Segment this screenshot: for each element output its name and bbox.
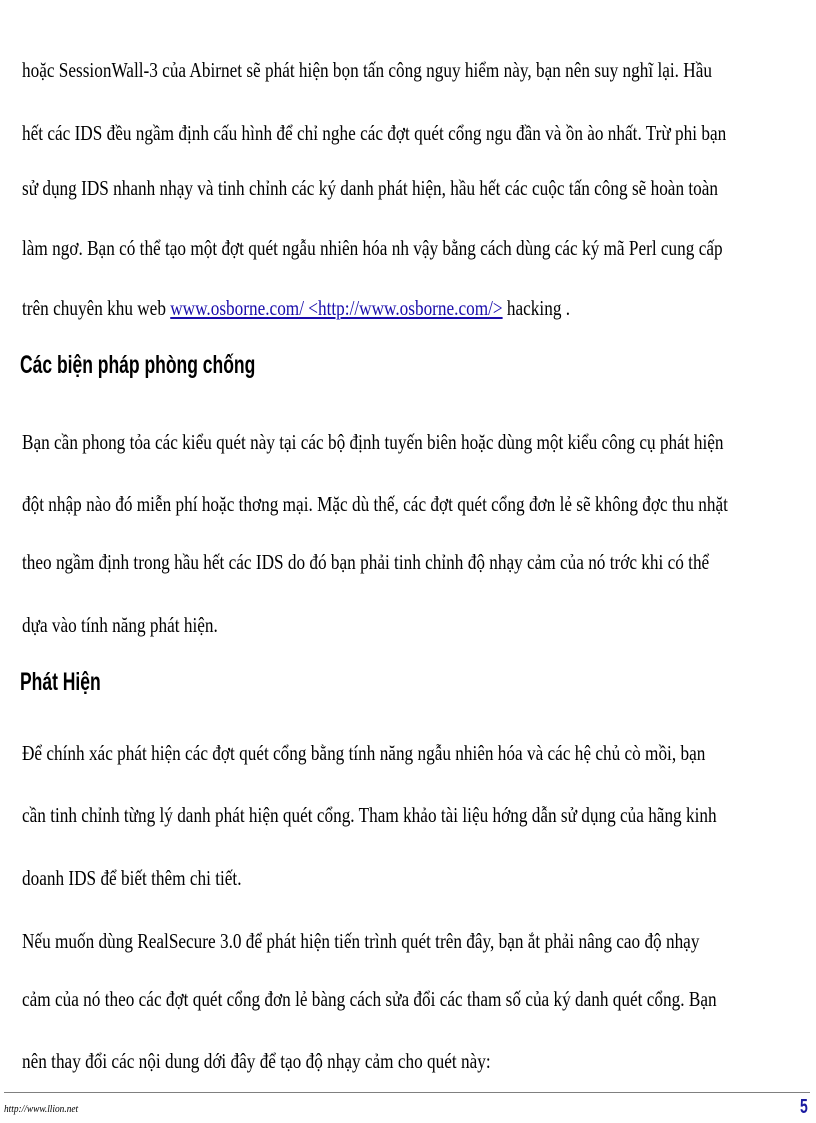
paragraph-1-line-5 xyxy=(22,296,570,320)
paragraph-4-line-3: nên thay đổi các nội dung dới đây để tạo độ nhạy cảm cho quét này: xyxy=(22,1049,491,1073)
paragraph-2-line-1: Bạn cần phong tỏa các kiểu quét này tại các bộ định tuyến biên hoặc dùng một kiểu công cụ phát hiện xyxy=(22,430,724,454)
paragraph-2-line-4: dựa vào tính năng phát hiện. xyxy=(22,613,218,637)
paragraph-4-line-2: cảm của nó theo các đợt quét cổng đơn lẻ bàng cách sửa đổi các tham số của ký danh quét cổng. Bạn xyxy=(22,987,717,1011)
paragraph-3-line-2: cần tinh chỉnh từng lý danh phát hiện quét cổng. Tham khảo tài liệu hớng dẫn sử dụng của hãng kinh xyxy=(22,803,717,827)
paragraph-3-line-3: doanh IDS để biết thêm chi tiết. xyxy=(22,866,242,890)
line-5-prefix: trên chuyên khu web xyxy=(22,296,171,320)
heading-detection: Phát Hiện xyxy=(20,668,101,696)
heading-countermeasures: Các biện pháp phòng chống xyxy=(20,351,256,379)
paragraph-1-line-1: hoặc SessionWall-3 của Abirnet sẽ phát hiện bọn tấn công nguy hiểm này, bạn nên suy nghĩ lại. Hầu xyxy=(22,58,712,82)
footer-url: http://www.llion.net xyxy=(4,1103,79,1115)
line-5-suffix: hacking . xyxy=(502,296,571,320)
page-number: 5 xyxy=(800,1096,808,1118)
paragraph-2-line-3: theo ngầm định trong hầu hết các IDS do đó bạn phải tinh chỉnh độ nhạy cảm của nó trớc khi có thể xyxy=(22,550,710,574)
paragraph-3-line-1: Để chính xác phát hiện các đợt quét cổng bằng tính năng ngẫu nhiên hóa và các hệ chủ cò mồi, bạn xyxy=(22,741,706,765)
paragraph-1-line-4: làm ngơ. Bạn có thể tạo một đợt quét ngẫu nhiên hóa nh vậy bằng cách dùng các ký mã Perl cung cấp xyxy=(22,236,723,260)
paragraph-4-line-1: Nếu muốn dùng RealSecure 3.0 để phát hiện tiến trình quét trên đây, bạn ắt phải nâng cao độ nhạy xyxy=(22,929,700,953)
osborne-link[interactable]: www.osborne.com/ <http://www.osborne.com/> xyxy=(170,296,503,320)
paragraph-2-line-2: đột nhập nào đó miễn phí hoặc thơng mại. Mặc dù thế, các đợt quét cổng đơn lẻ sẽ không đợc thu nhặt xyxy=(22,492,728,516)
paragraph-1-line-2: hết các IDS đều ngầm định cấu hình để chỉ nghe các đợt quét cổng ngu đần và ồn ào nhất. Trừ phi bạn xyxy=(22,121,727,145)
paragraph-1-line-3: sử dụng IDS nhanh nhạy và tinh chỉnh các ký danh phát hiện, hầu hết các cuộc tấn công sẽ hoàn toàn xyxy=(22,176,719,200)
footer-divider xyxy=(4,1092,810,1093)
